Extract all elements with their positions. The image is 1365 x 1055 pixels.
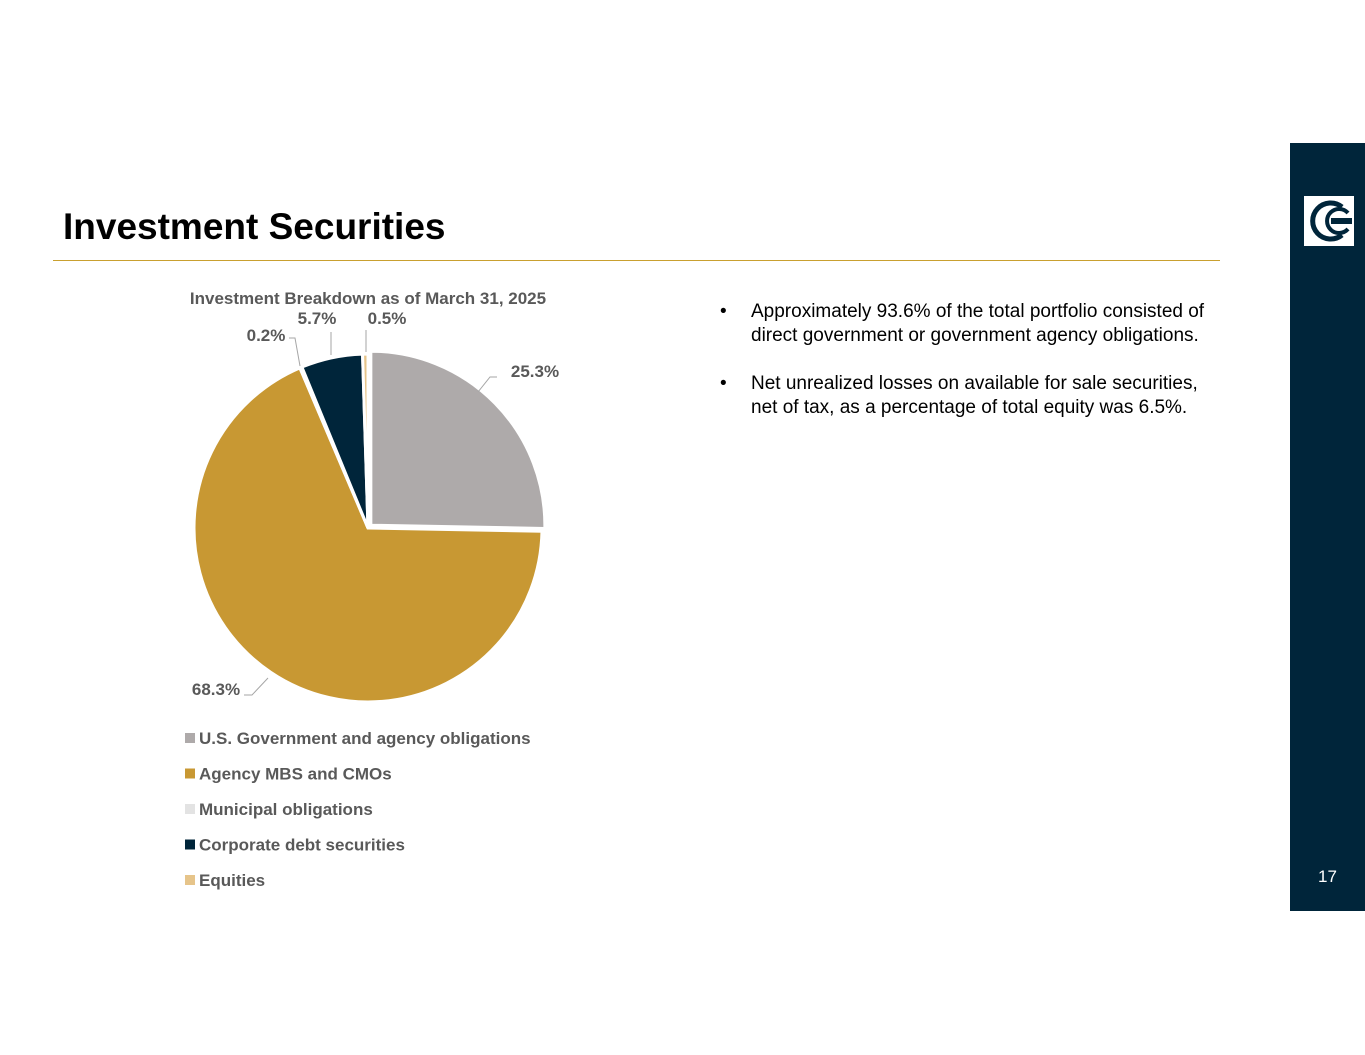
- chart-title: Investment Breakdown as of March 31, 2025: [189, 289, 547, 308]
- legend-label-equities: Equities: [199, 871, 266, 890]
- bullet-marker: •: [720, 373, 727, 394]
- data-label-equities: 0.5%: [367, 309, 407, 328]
- page-number: 17: [1318, 867, 1337, 886]
- bullet-text: Approximately 93.6% of the total portfolio consisted of direct government or government agency obligations.: [751, 301, 1205, 346]
- bullet-list: [720, 300, 1220, 444]
- page-title: Investment Securities: [63, 206, 446, 247]
- bullet-marker: •: [720, 301, 727, 322]
- legend-swatch-us-government: [185, 733, 195, 743]
- leader-line-municipal: [289, 338, 300, 366]
- data-label-us-government: 25.3%: [510, 362, 560, 381]
- data-label-municipal: 0.2%: [246, 326, 286, 345]
- bullet-text: Net unrealized losses on available for sale securities, net of tax, as a percentage of total equity was 6.5%.: [751, 373, 1198, 418]
- company-logo-icon: [1304, 196, 1354, 246]
- legend-label-us-government: U.S. Government and agency obligations: [199, 729, 531, 748]
- legend-label-municipal: Municipal obligations: [199, 800, 373, 819]
- legend-swatch-corporate-debt: [185, 840, 195, 850]
- legend-label-corporate-debt: Corporate debt securities: [199, 835, 405, 855]
- bullet-item-portfolio: [720, 300, 1220, 348]
- legend-swatch-equities: [185, 875, 195, 885]
- legend-swatch-municipal: [185, 804, 195, 814]
- legend-label-agency-mbs: Agency MBS and CMOs: [199, 764, 392, 784]
- legend-swatch-agency-mbs: [185, 769, 195, 779]
- data-label-agency-mbs: 68.3%: [191, 680, 241, 699]
- leader-line-agency-mbs: [244, 678, 268, 695]
- bullet-item-unrealized-losses: [720, 372, 1220, 420]
- sidebar-band: [1290, 143, 1365, 911]
- data-label-corporate-debt: 5.7%: [297, 309, 337, 328]
